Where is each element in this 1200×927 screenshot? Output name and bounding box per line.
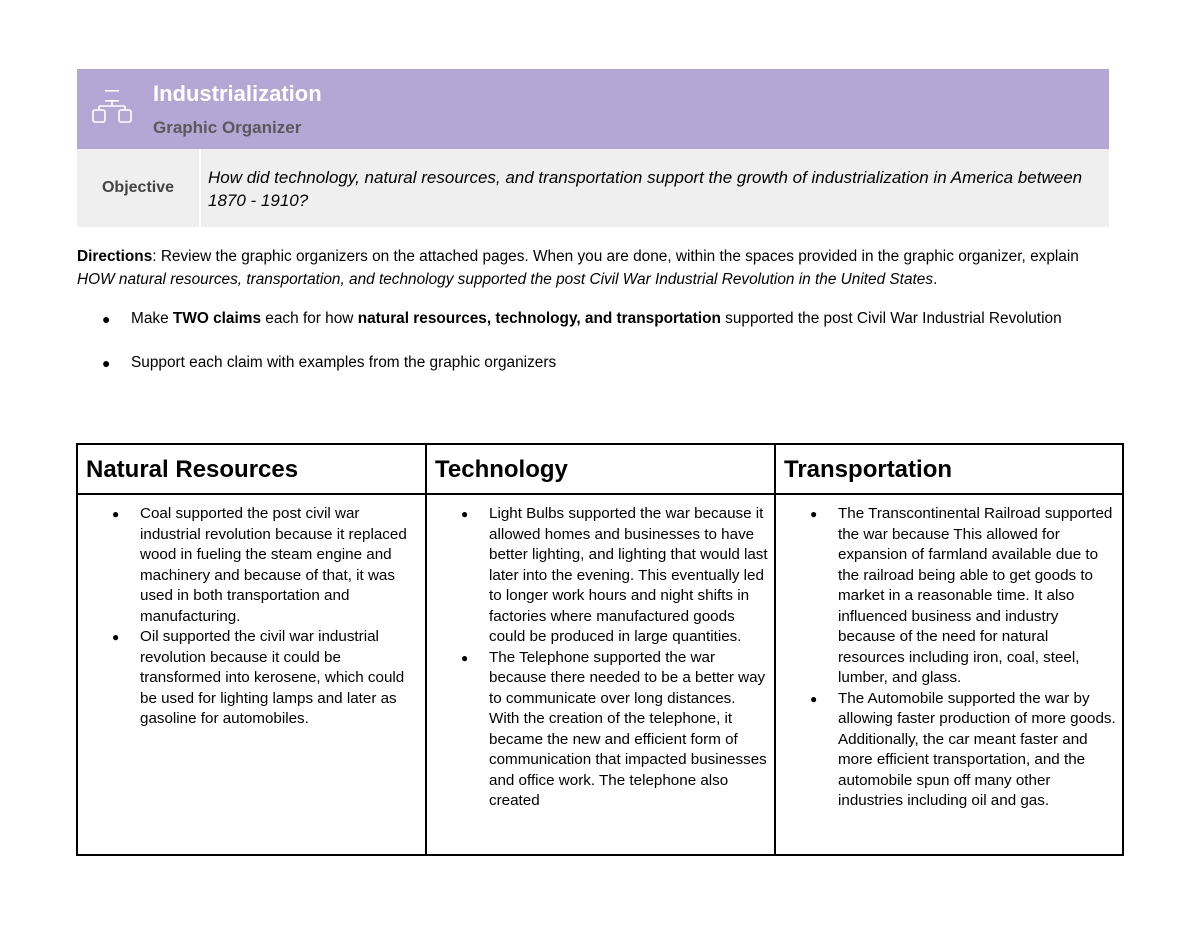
bullet-dot: ● [112, 630, 120, 644]
bullet-dot: ● [102, 311, 111, 327]
list-item [806, 504, 1116, 689]
bullet-bold: TWO claims [172, 310, 262, 327]
bullet-text: each for how [261, 310, 358, 327]
natural-resources-cell[interactable] [78, 495, 427, 854]
header-banner [77, 69, 1109, 149]
table-header-row [78, 445, 1122, 495]
objective-row [77, 149, 1109, 227]
bullet-text: supported the post Civil War Industrial Revolution [720, 310, 1062, 327]
table-body-row [78, 495, 1122, 854]
directions-bullets [100, 308, 1100, 374]
technology-cell[interactable] [427, 495, 776, 854]
item-text: The Telephone supported the war because there needed to be a better way to communicate over long distances. With the creation of the telephone, it became the new and efficient form of communication that impacted businesses and office work. The telephone also created [489, 648, 767, 809]
item-text: The Transcontinental Railroad supported the war because This allowed for expansion of farmland available due to the railroad being able to get goods to market in a reasonable time. It also influenced business and industry because of the need for natural resources including iron, coal, steel, lumber, and glass. [838, 505, 1113, 686]
list-item [108, 627, 419, 730]
bullet-dot: ● [810, 691, 818, 706]
directions-emphasis: HOW natural resources, transportation, and technology supported the post Civil War Industrial Revolution in the United States [77, 271, 934, 288]
directions-text: : Review the graphic organizers on the attached pages. When you are done, within the spaces provided in the graphic organizer, explain [152, 248, 1079, 265]
directions-label: Directions [77, 248, 153, 265]
col-transportation: Transportation [784, 456, 953, 483]
bullet-text: Support each claim with examples from the graphic organizers [131, 354, 557, 371]
objective-label: Objective [77, 149, 201, 227]
bullet-dot: ● [102, 355, 111, 371]
list-item [457, 648, 768, 812]
bullet-support [100, 352, 1100, 374]
col-natural-resources: Natural Resources [78, 445, 427, 493]
bullet-bold: natural resources, technology, and transportation [357, 310, 721, 327]
bullet-claims [100, 308, 1100, 330]
page-title: Industrialization [153, 81, 322, 106]
transportation-cell[interactable] [776, 495, 1122, 854]
objective-question: How did technology, natural resources, and transportation support the growth of industrialization in America between 1870 - 1910? [208, 168, 1083, 210]
list-item [108, 504, 419, 627]
directions-end: . [933, 271, 938, 288]
item-text: The Automobile supported the war by allowing faster production of more goods. Additionally, the car meant faster and more efficient transportation, and the automobile spun off many other industries including oil and gas. [838, 689, 1116, 809]
bullet-text: Make [131, 310, 173, 327]
bullet-dot: ● [810, 507, 818, 521]
col-technology: Technology [427, 445, 776, 493]
item-text: Light Bulbs supported the war because it allowed homes and businesses to have better lighting, and lighting that would last later into the evening. This eventually led to longer work hours and night shifts in factories where manufactured goods could be produced in large quantities. [489, 505, 768, 645]
bullet-dot: ● [112, 507, 120, 521]
list-item [457, 504, 768, 648]
item-text: Oil supported the civil war industrial revolution because it could be transformed into kerosene, which could be used for lighting lamps and later as gasoline for automobiles. [140, 628, 405, 727]
item-text: Coal supported the post civil war industrial revolution because it replaced wood in fueling the steam engine and machinery and because of that, it was used in both transportation and manufacturing. [140, 505, 407, 625]
org-chart-icon [91, 84, 133, 130]
organizer-table [76, 443, 1124, 856]
directions-paragraph [77, 245, 1117, 291]
bullet-dot: ● [461, 650, 469, 665]
list-item [806, 689, 1116, 812]
page-subtitle: Graphic Organizer [153, 118, 302, 137]
bullet-dot: ● [461, 507, 469, 521]
